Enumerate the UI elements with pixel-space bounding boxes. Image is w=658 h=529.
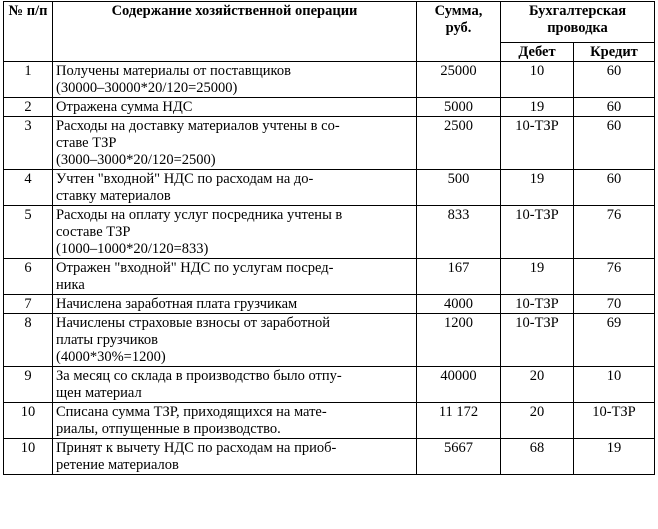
description-line: Списана сумма ТЗР, приходящихся на мате- [56,404,327,420]
debit-account: 20 [501,367,574,403]
debit-account: 20 [501,403,574,439]
operation-description [53,170,417,206]
row-number: 10 [4,439,53,475]
description-line: (4000*30%=1200) [56,349,166,365]
description-line: Получены материалы от поставщиков [56,63,291,79]
table-row [4,367,655,403]
description-line: Учтен "входной" НДС по расходам на до- [56,171,314,187]
operation-description [53,62,417,98]
operation-description [53,206,417,259]
debit-account: 10 [501,62,574,98]
credit-account: 10 [574,367,655,403]
description-line: ника [56,277,85,293]
row-number: 8 [4,314,53,367]
description-line: риалы, отпущенные в производство. [56,421,281,437]
description-line: (3000–3000*20/120=2500) [56,152,216,168]
row-number: 5 [4,206,53,259]
operation-sum: 500 [417,170,501,206]
description-line: Начислена заработная плата грузчикам [56,296,298,312]
description-line: (30000–30000*20/120=25000) [56,80,238,96]
operation-description [53,314,417,367]
row-number: 6 [4,259,53,295]
table-row [4,295,655,314]
row-number: 3 [4,117,53,170]
table-row [4,117,655,170]
description-line: Расходы на доставку материалов учтены в со- [56,118,340,134]
operation-description [53,367,417,403]
operation-sum: 11 172 [417,403,501,439]
credit-account: 70 [574,295,655,314]
header-credit: Кредит [574,43,655,62]
table-row [4,98,655,117]
operation-sum: 2500 [417,117,501,170]
debit-account: 10-ТЗР [501,314,574,367]
header-content: Содержание хозяйственной операции [53,2,417,62]
description-line: Начислены страховые взносы от заработной [56,315,331,331]
row-number: 9 [4,367,53,403]
table-row [4,439,655,475]
debit-account: 10-ТЗР [501,117,574,170]
credit-account: 10-ТЗР [574,403,655,439]
credit-account: 60 [574,170,655,206]
operation-sum: 5000 [417,98,501,117]
operation-description [53,295,417,314]
credit-account: 60 [574,117,655,170]
operation-description [53,98,417,117]
header-num: № п/п [4,2,53,62]
credit-account: 19 [574,439,655,475]
operation-sum: 25000 [417,62,501,98]
table-row [4,206,655,259]
header-sum: Сумма, руб. [417,2,501,62]
operations-body [4,62,655,475]
header-posting: Бухгалтерская проводка [501,2,655,43]
operation-sum: 833 [417,206,501,259]
description-line: ставку материалов [56,188,171,204]
description-line: Отражена сумма НДС [56,99,193,115]
description-line: составе ТЗР [56,224,131,240]
debit-account: 19 [501,170,574,206]
credit-account: 60 [574,98,655,117]
operation-description [53,403,417,439]
description-line: ставе ТЗР [56,135,117,151]
row-number: 10 [4,403,53,439]
row-number: 4 [4,170,53,206]
description-line: платы грузчиков [56,332,158,348]
description-line: щен материал [56,385,142,401]
operation-sum: 4000 [417,295,501,314]
operation-sum: 40000 [417,367,501,403]
operation-description [53,117,417,170]
description-line: Отражен "входной" НДС по услугам посред- [56,260,334,276]
debit-account: 10-ТЗР [501,206,574,259]
row-number: 1 [4,62,53,98]
description-line: ретение материалов [56,457,179,473]
operation-sum: 167 [417,259,501,295]
table-row [4,62,655,98]
debit-account: 19 [501,259,574,295]
operation-sum: 5667 [417,439,501,475]
debit-account: 19 [501,98,574,117]
operation-description [53,439,417,475]
description-line: За месяц со склада в производство было отпу- [56,368,342,384]
table-row [4,170,655,206]
description-line: Расходы на оплату услуг посредника учтены в [56,207,343,223]
credit-account: 76 [574,206,655,259]
credit-account: 60 [574,62,655,98]
operations-table [3,1,655,475]
description-line: (1000–1000*20/120=833) [56,241,209,257]
row-number: 7 [4,295,53,314]
operation-description [53,259,417,295]
debit-account: 10-ТЗР [501,295,574,314]
table-row [4,403,655,439]
table-row [4,259,655,295]
operation-sum: 1200 [417,314,501,367]
debit-account: 68 [501,439,574,475]
row-number: 2 [4,98,53,117]
credit-account: 69 [574,314,655,367]
description-line: Принят к вычету НДС по расходам на приоб- [56,440,337,456]
table-row [4,314,655,367]
header-debit: Дебет [501,43,574,62]
credit-account: 76 [574,259,655,295]
